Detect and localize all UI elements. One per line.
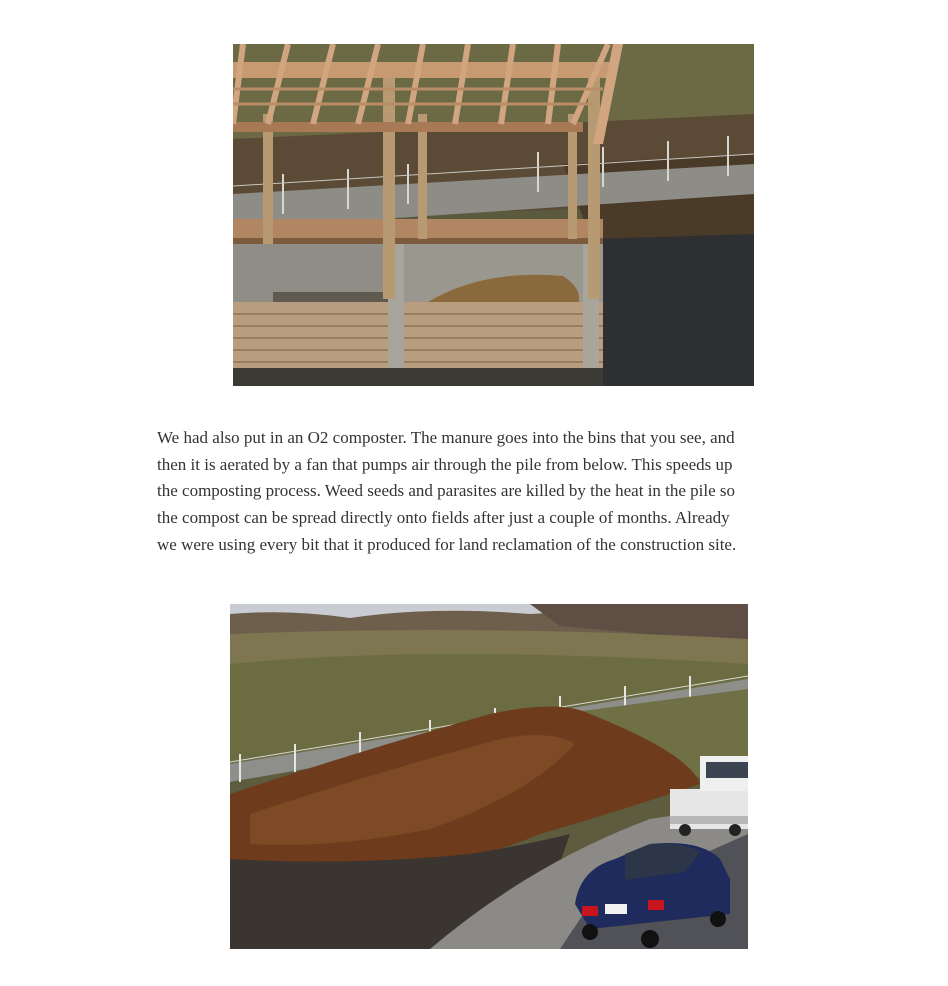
text-line: the composting process. Weed seeds and parasites are killed by the heat in the pile so: [157, 481, 736, 501]
text-line: the compost can be spread directly onto fields after just a couple of months. Already: [157, 508, 730, 528]
text-line: We had also put in an O2 composter. The manure goes into the bins that you see, and: [157, 428, 735, 447]
compost-spread-photo: [230, 604, 748, 949]
composter-description: [157, 425, 837, 559]
text-line: then it is aerated by a fan that pumps air through the pile from below. This speeds up: [157, 454, 733, 474]
composter-photo: [233, 44, 754, 386]
text-line: we were using every bit that it produced for land reclamation of the construction site.: [157, 534, 737, 554]
